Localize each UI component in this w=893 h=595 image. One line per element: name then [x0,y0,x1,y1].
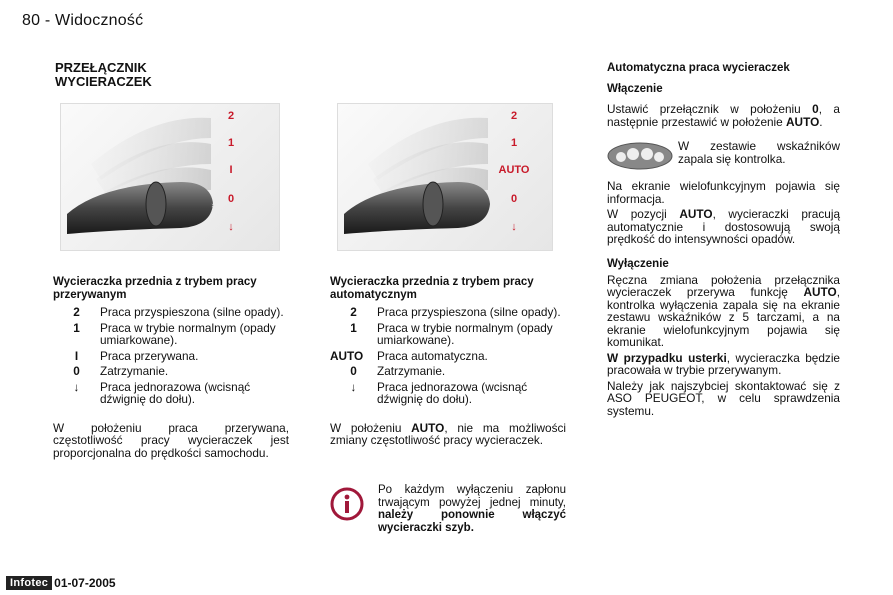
instrument-cluster-icon [607,142,673,170]
column-heading: Automatyczna praca wycieraczek [607,62,790,74]
list-item: 2 Praca przyspieszona (silne opady). [350,305,561,319]
footer [6,576,116,590]
stalk-label-auto: AUTO [498,164,530,176]
stalk-label-1: 1 [227,137,235,149]
info-icon [330,487,364,521]
section-title-line1: PRZEŁĄCZNIK [55,60,147,75]
subheading-off: Wyłączenie [607,257,669,270]
list-item: 0 Zatrzymanie. [73,364,169,378]
list-item: ↓ Praca jednorazowa (wcisnąć dźwignię do dołu). [350,379,528,406]
section-title-line2: WYCIERACZEK [55,74,152,89]
stalk-label-1: 1 [510,137,518,149]
wiper-stalk-illustration-auto [337,103,553,251]
info-notice [330,484,566,534]
position-list [53,306,289,406]
position-list [330,306,566,406]
list-item: ↓ Praca jednorazowa (wcisnąć dźwignię do dołu). [73,379,251,406]
paragraph-switch-off: Ręczna zmiana położenia przełącznika wycieraczek przerywa funkcję AUTO, kontrolka wyłączenia zapala się na ekranie zestawu wskaźników z 5 tarczami, a na ekranie wielofunkcyjnym pojawia się komunikat. [607,272,840,349]
intermittent-note: W położeniu praca przerywana, częstotliwość pracy wycieraczek jest proporcjonalna do prędkości samochodu. [53,420,289,460]
list-item: 1 Praca w trybie normalnym (opady umiarkowane). [73,320,276,347]
list-item: AUTO Praca automatyczna. [330,348,488,363]
paragraph-switch-on: Ustawić przełącznik w położeniu 0, a następnie przestawić w położenie AUTO. [607,102,840,129]
stalk-label-intermittent: I [229,164,233,176]
list-item: I Praca przerywana. [74,348,199,363]
stalk-label-single-wipe: ↓ [511,221,517,233]
column-intermittent [53,276,289,459]
subheading-on: Włączenie [607,83,663,95]
list-item: 0 Zatrzymanie. [350,364,446,378]
instrument-panel-row [607,140,840,170]
svg-text:›: › [211,201,215,211]
stalk-label-0: 0 [510,193,518,205]
wiper-stalk-drawing [61,104,279,250]
list-item: 2 Praca przyspieszona (silne opady). [73,305,284,319]
page-header: 80 - Widoczność [22,12,144,29]
paragraph-auto-mode: W pozycji AUTO, wycieraczki pracują automatycznie i dostosowują swoją prędkość do intensywności opadów. [607,207,841,246]
info-text: Po każdym wyłączeniu zapłonu trwającym powyżej jednej minuty, należy ponownie włączyć wycieraczki szyb. [378,484,566,534]
footer-date: 01-07-2005 [54,576,116,590]
list-item: 1 Praca w trybie normalnym (opady umiarkowane). [350,320,553,347]
paragraph-contact-dealer: Należy jak najszybciej skontaktować się z ASO PEUGEOT, w celu sprawdzenia systemu. [607,378,840,418]
auto-note: W położeniu AUTO, nie ma możliwości zmiany częstotliwość pracy wycieraczek. [330,420,566,447]
section-title [55,61,152,89]
stalk-label-0: 0 [227,193,235,205]
warning-lamp-text: W zestawie wskaźników zapala się kontrolka. [678,139,840,166]
paragraph-display: Na ekranie wielofunkcyjnym pojawia się informacja. [607,179,840,206]
column-auto [330,276,566,447]
stalk-label-single-wipe: ↓ [228,221,234,233]
infotec-logo: Infotec [6,576,52,590]
column-heading: Wycieraczka przednia z trybem pracy automatycznym [330,276,534,301]
paragraph-fault: W przypadku usterki, wycieraczka będzie pracowała w trybie przerywanym. [607,350,840,377]
stalk-label-2: 2 [510,110,518,122]
stalk-label-2: 2 [227,110,235,122]
column-heading: Wycieraczka przednia z trybem pracy przerywanym [53,276,257,301]
wiper-stalk-illustration-intermittent [60,103,280,251]
column-automatic-operation [607,62,840,417]
